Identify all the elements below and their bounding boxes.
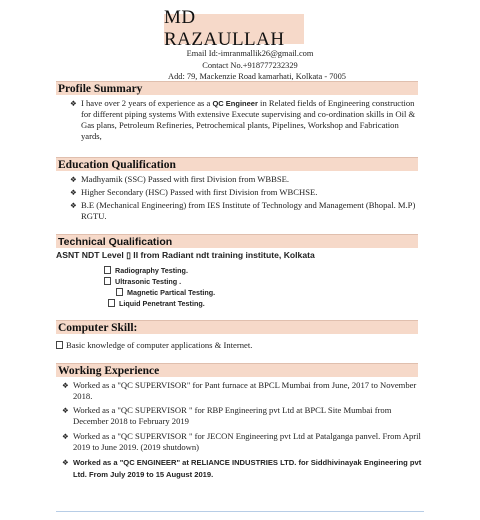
email-line: Email Id:-imranmallik26@gmail.com (186, 49, 314, 58)
checkbox-icon (116, 288, 123, 296)
contact-block (150, 48, 350, 83)
technical-heading: Technical Qualification (56, 234, 418, 248)
diamond-bullet-icon: ❖ (62, 381, 69, 390)
diamond-bullet-icon: ❖ (62, 406, 69, 415)
footer-divider (56, 511, 424, 512)
diamond-bullet-icon: ❖ (62, 458, 69, 467)
computer-heading: Computer Skill: (56, 320, 418, 334)
computer-item: Basic knowledge of computer applications & Internet. (56, 340, 252, 350)
diamond-bullet-icon: ❖ (70, 175, 77, 184)
profile-item: ❖ I have over 2 years of experience as a QC Engineer in Related fields of Engineering construction for different piping systems With extensive Execute supervising and co-ordination skills in Oil & Gas plans, Petroleum Refineries, Petrochemical plants, Pipelines, Workshop and Fabrication yards, (70, 98, 416, 141)
role-name: QC Engineer (212, 99, 258, 108)
technical-item: Ultrasonic Testing . (104, 277, 181, 287)
technical-item: Liquid Penetrant Testing. (108, 299, 205, 309)
checkbox-icon (108, 299, 115, 307)
technical-item: Magnetic Partical Testing. (116, 288, 215, 298)
work-item: ❖ Worked as a "QC ENGINEER" at RELIANCE INDUSTRIES LTD. for Siddhivinayak Engineering pvt Ltd. From July 2019 to 15 August 2019. (62, 458, 422, 479)
work-heading: Working Experience (56, 363, 418, 377)
technical-item: Radiography Testing. (104, 266, 188, 276)
profile-heading: Profile Summary (56, 81, 418, 95)
technical-intro: ASNT NDT Level ▯ II from Radiant ndt training institute, Kolkata (56, 250, 315, 260)
diamond-bullet-icon: ❖ (70, 201, 77, 210)
education-item: ❖ B.E (Mechanical Engineering) from IES Institute of Technology and Management (Bhopal. M.P) RGTU. (70, 200, 416, 221)
checkbox-icon (104, 277, 111, 285)
checkbox-icon (104, 266, 111, 274)
education-item: ❖ Madhyamik (SSC) Passed with first Division from WBBSE. (70, 174, 290, 184)
candidate-name: MD RAZAULLAH (164, 14, 304, 44)
education-item: ❖ Higher Secondary (HSC) Passed with first Division from WBCHSE. (70, 187, 318, 197)
diamond-bullet-icon: ❖ (70, 99, 77, 108)
work-item: ❖ Worked as a "QC SUPERVISOR " for RBP Engineering pvt Ltd at BPCL Site Mumbai from December 2018 to February 2019 (62, 405, 392, 426)
work-item: ❖ Worked as a "QC SUPERVISOR " for JECON Engineering pvt Ltd at Patalganga panvel. From April 2019 to June 2019. (2019 shutdown) (62, 431, 421, 452)
work-item: ❖ Worked as a "QC SUPERVISOR" for Pant furnace at BPCL Mumbai from June, 2017 to November 2018. (62, 380, 417, 401)
phone-line: Contact No.+918777232329 (202, 60, 298, 70)
education-heading: Education Qualification (56, 157, 418, 171)
diamond-bullet-icon: ❖ (62, 432, 69, 441)
diamond-bullet-icon: ❖ (70, 188, 77, 197)
address-line: Add: 79, Mackenzie Road kamarhati, Kolkata - 7005 (168, 72, 346, 81)
checkbox-icon (56, 341, 63, 349)
